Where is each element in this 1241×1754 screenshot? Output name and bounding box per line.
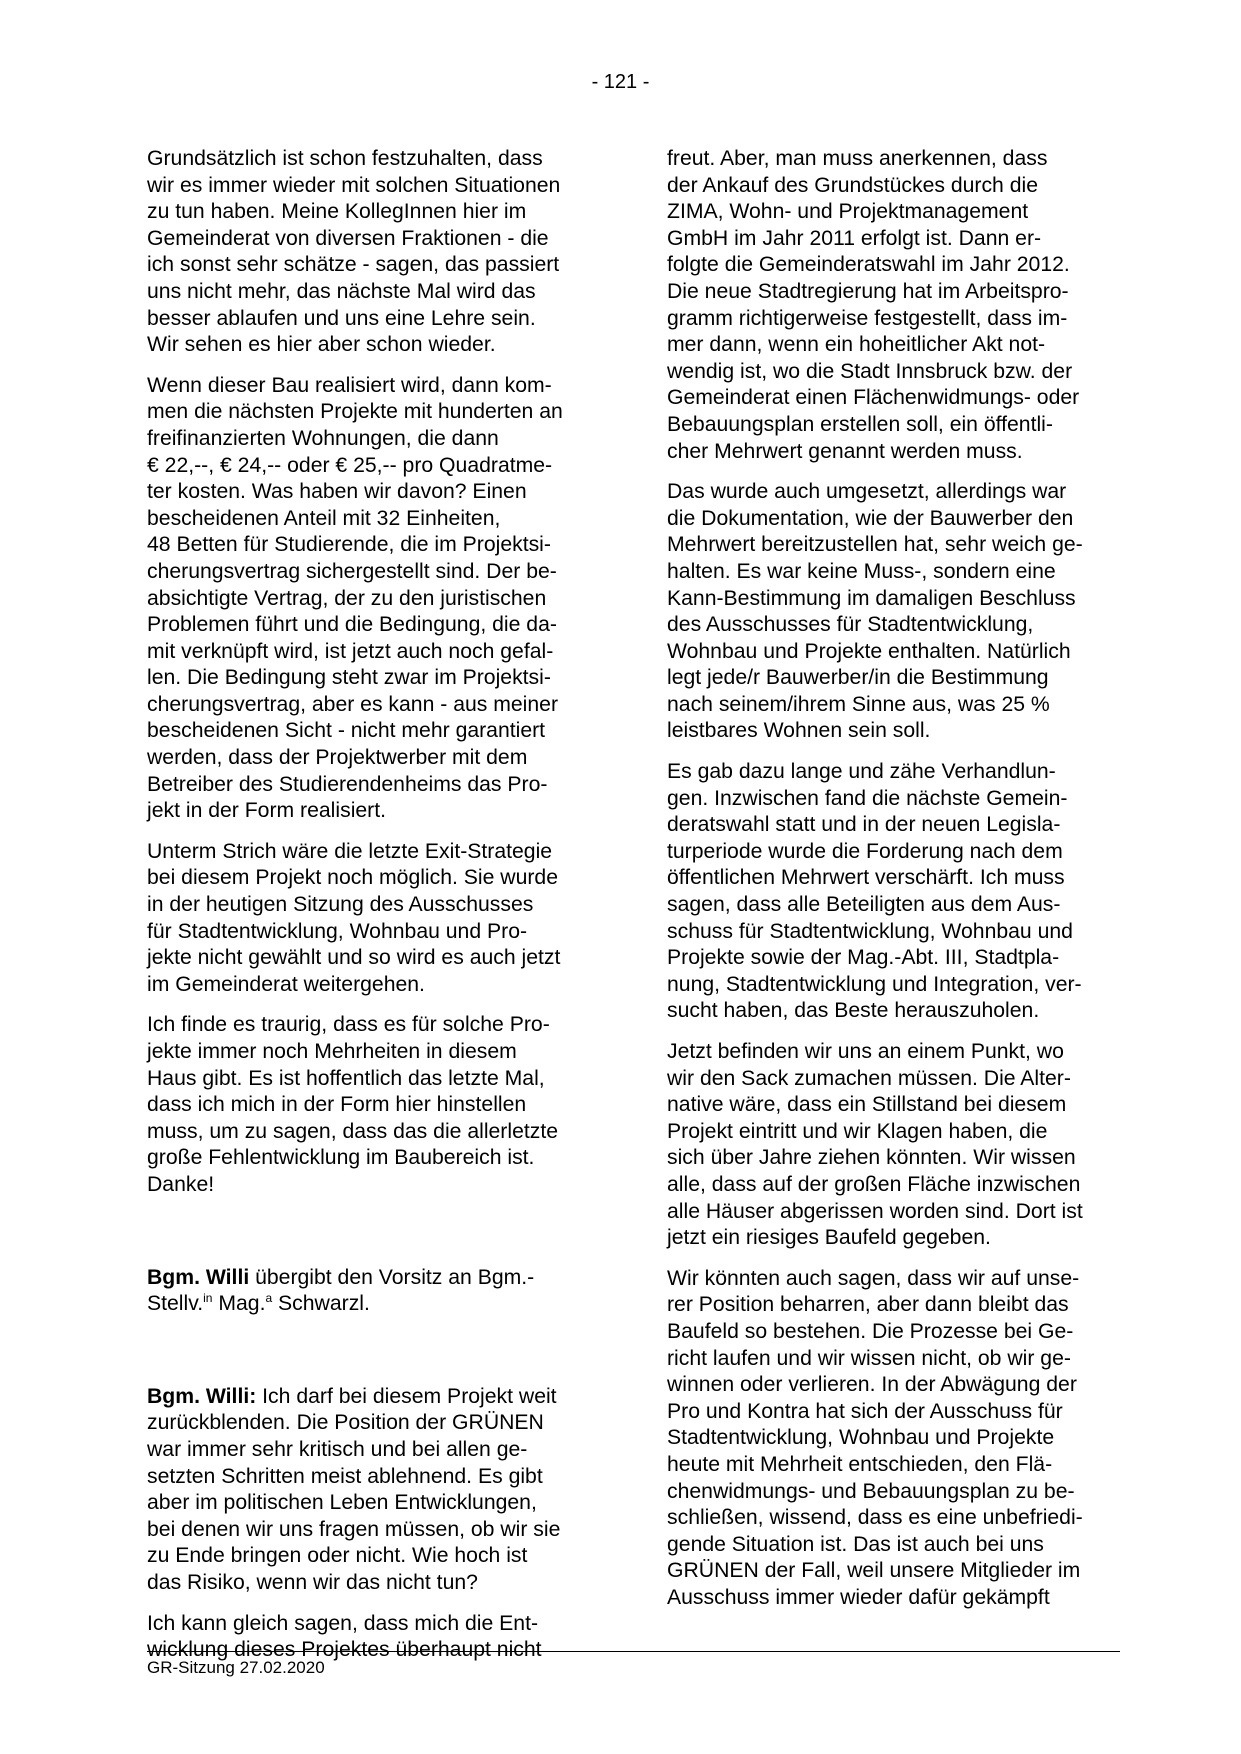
text-line: sagen, dass alle Beteiligten aus dem Aus- — [667, 893, 1061, 917]
text-line: aber im politischen Leben Entwicklungen, — [147, 1491, 537, 1515]
speech-paragraph — [147, 1384, 599, 1597]
right-column — [667, 146, 1119, 1625]
text-line: turperiode wurde die Forderung nach dem — [667, 839, 1063, 863]
text-line: in der heutigen Sitzung des Ausschusses — [147, 893, 534, 917]
text-line: cher Mehrwert genannt werden muss. — [667, 439, 1023, 463]
text-line: wir den Sack zumachen müssen. Die Alter- — [667, 1066, 1071, 1090]
text-line: Gemeinderat von diversen Fraktionen - die — [147, 226, 549, 250]
text-line: zurückblenden. Die Position der GRÜNEN — [147, 1411, 544, 1435]
text-line: nach seinem/ihrem Sinne aus, was 25 % — [667, 692, 1050, 716]
text-line: cherungsvertrag sichergestellt sind. Der be- — [147, 559, 557, 583]
text-line: die Dokumentation, wie der Bauwerber den — [667, 506, 1074, 530]
paragraph — [667, 759, 1119, 1025]
speech-text: Ich darf bei diesem Projekt weit — [256, 1384, 557, 1408]
text-line: wendig ist, wo die Stadt Innsbruck bzw. der — [667, 359, 1073, 383]
text-line: absichtigte Vertrag, der zu den juristischen — [147, 586, 547, 610]
text-line: nung, Stadtentwicklung und Integration, ver- — [667, 972, 1082, 996]
text-line: ZIMA, Wohn- und Projektmanagement — [667, 200, 1029, 224]
text-line: rer Position beharren, aber dann bleibt das — [667, 1293, 1069, 1317]
text-line: Projekt eintritt und wir Klagen haben, die — [667, 1119, 1048, 1143]
text-line: legt jede/r Bauwerber/in die Bestimmung — [667, 666, 1049, 690]
text-line: gramm richtigerweise festgestellt, dass im- — [667, 306, 1068, 330]
text-line: gen. Inzwischen fand die nächste Gemein- — [667, 786, 1068, 810]
text-line: im Gemeinderat weitergehen. — [147, 972, 425, 996]
paragraph — [667, 1266, 1119, 1612]
left-column — [147, 146, 599, 1678]
text-line: Stadtentwicklung, Wohnbau und Projekte — [667, 1426, 1055, 1450]
text-line: richt laufen und wir wissen nicht, ob wir ge- — [667, 1346, 1071, 1370]
text-line: chenwidmungs- und Bebauungsplan zu be- — [667, 1479, 1075, 1503]
text-line: schließen, wissend, dass es eine unbefriedi- — [667, 1506, 1083, 1530]
text-line: Pro und Kontra hat sich der Ausschuss für — [667, 1399, 1063, 1423]
text-line: öffentlichen Mehrwert verschärft. Ich muss — [667, 866, 1065, 890]
text-line: Unterm Strich wäre die letzte Exit-Strategie — [147, 839, 553, 863]
paragraph — [147, 1012, 599, 1198]
speech-first-line — [147, 1384, 599, 1411]
text-line: werden, dass der Projektwerber mit dem — [147, 746, 528, 770]
text-line: große Fehlentwicklung im Baubereich ist. — [147, 1146, 535, 1170]
text-line: dass ich mich in der Form hier hinstellen — [147, 1093, 527, 1117]
text-line: ich sonst sehr schätze - sagen, das passiert — [147, 253, 560, 277]
text-line: Baufeld so bestehen. Die Prozesse bei Ge- — [667, 1319, 1074, 1343]
text-line: Ich finde es traurig, dass es für solche Pro- — [147, 1013, 550, 1037]
handover-text: übergibt den Vorsitz an Bgm.- — [249, 1265, 535, 1289]
text-line: € 22,--, € 24,-- oder € 25,-- pro Quadratme- — [147, 453, 553, 477]
text-line: Projekte sowie der Mag.-Abt. III, Stadtpla- — [667, 946, 1060, 970]
text-line: wir es immer wieder mit solchen Situationen — [147, 173, 561, 197]
text-line: sucht haben, das Beste herauszuholen. — [667, 999, 1040, 1023]
footer-session-date: GR-Sitzung 27.02.2020 — [147, 1658, 325, 1677]
page-number: - 121 - — [591, 71, 650, 93]
text-line: Mehrwert bereitzustellen hat, sehr weich ge- — [667, 533, 1083, 557]
handover-line — [147, 1265, 599, 1292]
text-line: bei diesem Projekt noch möglich. Sie wurde — [147, 866, 559, 890]
text-line: Wir sehen es hier aber schon wieder. — [147, 333, 496, 357]
text-line: Danke! — [147, 1172, 215, 1196]
text-line: zu tun haben. Meine KollegInnen hier im — [147, 200, 527, 224]
text-line: Das wurde auch umgesetzt, allerdings war — [667, 480, 1067, 504]
text-line: freifinanzierten Wohnungen, die dann — [147, 426, 499, 450]
text-line: ter kosten. Was haben wir davon? Einen — [147, 480, 527, 504]
text-line: schuss für Stadtentwicklung, Wohnbau und — [667, 919, 1073, 943]
text-line: Ausschuss immer wieder dafür gekämpft — [667, 1585, 1050, 1609]
section-spacer — [147, 1332, 599, 1384]
text-line: 48 Betten für Studierende, die im Projektsi- — [147, 533, 551, 557]
text-line: Wohnbau und Projekte enthalten. Natürlich — [667, 639, 1071, 663]
text-line: leistbares Wohnen sein soll. — [667, 719, 931, 743]
text-line: jekte immer noch Mehrheiten in diesem — [147, 1040, 517, 1063]
text-line: heute mit Mehrheit entschieden, den Flä- — [667, 1452, 1053, 1476]
superscript: a — [265, 1291, 273, 1306]
text-line: war immer sehr kritisch und bei allen ge- — [147, 1437, 528, 1461]
text-line: uns nicht mehr, das nächste Mal wird das — [147, 279, 536, 303]
text-line: Kann-Bestimmung im damaligen Beschluss — [667, 586, 1076, 610]
text-line: len. Die Bedingung steht zwar im Projektsi- — [147, 666, 551, 690]
text-line: winnen oder verlieren. In der Abwägung der — [667, 1373, 1077, 1397]
section-spacer — [147, 1213, 599, 1265]
text-line: setzten Schritten meist ablehnend. Es gibt — [147, 1464, 543, 1488]
text-line: native wäre, dass ein Stillstand bei diesem — [667, 1093, 1067, 1117]
text-line: Gemeinderat einen Flächenwidmungs- oder — [667, 386, 1080, 410]
text-line: muss, um zu sagen, dass das die allerletzte — [147, 1119, 559, 1143]
text-line: Es gab dazu lange und zähe Verhandlun- — [667, 760, 1056, 784]
text-line: bescheidenen Anteil mit 32 Einheiten, — [147, 506, 501, 530]
text-line: bescheidenen Sicht - nicht mehr garantiert — [147, 719, 546, 743]
paragraph — [147, 1611, 599, 1664]
text-line: wicklung dieses Projektes überhaupt nicht — [147, 1638, 542, 1662]
handover-line — [147, 1291, 599, 1318]
text-line: folgte die Gemeinderatswahl im Jahr 2012. — [667, 253, 1070, 277]
text-line: halten. Es war keine Muss-, sondern eine — [667, 559, 1056, 583]
text-line: jekte nicht gewählt und so wird es auch jetzt — [147, 946, 561, 970]
text-line: das Risiko, wenn wir das nicht tun? — [147, 1570, 478, 1594]
text-line: mer dann, wenn ein hoheitlicher Akt not- — [667, 333, 1046, 357]
text-line: Problemen führt und die Bedingung, die da- — [147, 613, 557, 637]
handover-title: Stellv. — [147, 1292, 204, 1316]
text-line: der Ankauf des Grundstückes durch die — [667, 173, 1038, 197]
text-line: alle Häuser abgerissen worden sind. Dort ist — [667, 1199, 1083, 1223]
text-line: des Ausschusses für Stadtentwicklung, — [667, 613, 1034, 637]
superscript: in — [203, 1291, 213, 1306]
speech-lines — [147, 1410, 599, 1596]
text-line: deratswahl statt und in der neuen Legisla- — [667, 813, 1061, 837]
text-line: jekt in der Form realisiert. — [147, 799, 387, 823]
text-line: sich über Jahre ziehen könnten. Wir wissen — [667, 1146, 1076, 1170]
chair-handover-note — [147, 1265, 599, 1318]
text-line: Betreiber des Studierendenheims das Pro- — [147, 772, 548, 796]
paragraph — [667, 1039, 1119, 1252]
text-line: für Stadtentwicklung, Wohnbau und Pro- — [147, 919, 528, 943]
text-line: mit verknüpft wird, ist jetzt auch noch gefal- — [147, 639, 554, 663]
text-line: Die neue Stadtregierung hat im Arbeitspro- — [667, 279, 1069, 303]
text-line: Grundsätzlich ist schon festzuhalten, dass — [147, 147, 543, 170]
text-line: Haus gibt. Es ist hoffentlich das letzte Mal, — [147, 1066, 545, 1090]
text-line: Bebauungsplan erstellen soll, ein öffentli- — [667, 412, 1053, 436]
handover-name: Schwarzl. — [272, 1292, 370, 1316]
text-line: GmbH im Jahr 2011 erfolgt ist. Dann er- — [667, 226, 1042, 250]
handover-title: Mag. — [212, 1292, 266, 1316]
text-line: jetzt ein riesiges Baufeld gegeben. — [667, 1226, 991, 1250]
text-line: Wir könnten auch sagen, dass wir auf unse- — [667, 1266, 1080, 1290]
speaker-name: Bgm. Willi: — [147, 1384, 257, 1408]
paragraph — [147, 373, 599, 825]
text-line: besser ablaufen und uns eine Lehre sein. — [147, 306, 536, 330]
text-line: Wenn dieser Bau realisiert wird, dann kom- — [147, 373, 552, 397]
text-line: Jetzt befinden wir uns an einem Punkt, wo — [667, 1040, 1064, 1063]
paragraph — [667, 146, 1119, 465]
text-line: freut. Aber, man muss anerkennen, dass — [667, 147, 1048, 170]
footer-divider — [147, 1651, 1120, 1652]
text-line: men die nächsten Projekte mit hunderten an — [147, 400, 563, 424]
paragraph — [667, 479, 1119, 745]
text-line: gende Situation ist. Das ist auch bei uns — [667, 1532, 1044, 1556]
text-line: alle, dass auf der großen Fläche inzwischen — [667, 1172, 1081, 1196]
text-line: cherungsvertrag, aber es kann - aus meiner — [147, 692, 559, 716]
text-line: zu Ende bringen oder nicht. Wie hoch ist — [147, 1544, 528, 1568]
text-line: bei denen wir uns fragen müssen, ob wir sie — [147, 1517, 561, 1541]
text-line: GRÜNEN der Fall, weil unsere Mitglieder im — [667, 1559, 1081, 1583]
paragraph — [147, 146, 599, 359]
speaker-name: Bgm. Willi — [147, 1265, 250, 1289]
text-line: Ich kann gleich sagen, dass mich die Ent- — [147, 1611, 539, 1635]
paragraph — [147, 839, 599, 999]
